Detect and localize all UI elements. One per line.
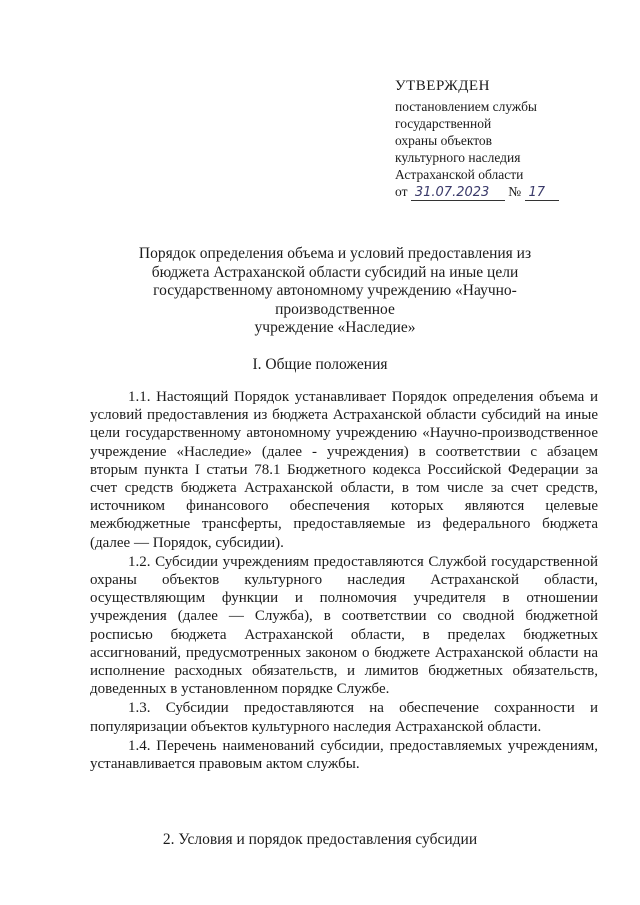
approval-line: постановлением службы — [395, 99, 538, 114]
document-title — [100, 245, 570, 338]
approval-line: государственной — [395, 116, 492, 131]
paragraph-1-1: 1.1. Настоящий Порядок устанавливает Порядок определения объема и условий предоставления из бюджета Астраханской области субсидий на иные цели государственному автономному учреждению «Научно-производственное учреждение «Наследие» (далее - учреждения) в соответствии с абзацем вторым пункта I статьи 78.1 Бюджетного кодекса Российской Федерации за счет средств бюджета Астраханской области, в том числе за счет средств, источником финансового обеспечения которых являются целевые межбюджетные трансферты, предоставляемые из федерального бюджета (далее — Порядок, субсидии). — [90, 389, 598, 551]
approval-heading: УТВЕРЖДЕН — [395, 78, 490, 94]
approval-line: культурного наследия — [395, 150, 521, 165]
title-line: Порядок определения объема и условий предоставления из — [138, 245, 532, 262]
approval-line: охраны объектов — [395, 133, 493, 148]
document-body — [90, 388, 598, 773]
paragraph-1-2: 1.2. Субсидии учреждениям предоставляются Службой государственной охраны объектов культурного наследия Астраханской области, осуществляющим функции и полномочия учредителя в отношении учреждения (далее — Служба), в соответствии со сводной бюджетной росписью бюджета Астраханской области, в пределах бюджетных ассигнований, предусмотренных законом о бюджете Астраханской области на исполнение расходных обязательств, и лимитов бюджетных обязательств, доведенных в установленном порядке Службе. — [90, 553, 598, 698]
number-prefix: № — [508, 184, 522, 199]
approval-block — [395, 78, 615, 201]
paragraph-1-3: 1.3. Субсидии предоставляются на обеспечение сохранности и популяризации объектов культурного наследия Астраханской области. — [90, 700, 598, 735]
handwritten-number: 17 — [525, 186, 559, 201]
title-line: учреждение «Наследие» — [254, 319, 416, 336]
paragraph-1-4: 1.4. Перечень наименований субсидии, предоставляемых учреждениям, устанавливается правовым актом службы. — [90, 737, 598, 773]
date-prefix: от — [395, 184, 408, 199]
approval-line: Астраханской области — [395, 167, 524, 182]
section-1-heading: I. Общие положения — [252, 356, 388, 373]
approval-date-line — [395, 183, 615, 201]
title-line: бюджета Астраханской области субсидий на иные цели — [151, 263, 519, 281]
handwritten-date: 31.07.2023 — [411, 186, 505, 201]
section-2-heading: 2. Условия и порядок предоставления субсидии — [162, 831, 478, 848]
title-line: государственному автономному учреждению «Научно-производственное — [153, 282, 517, 318]
